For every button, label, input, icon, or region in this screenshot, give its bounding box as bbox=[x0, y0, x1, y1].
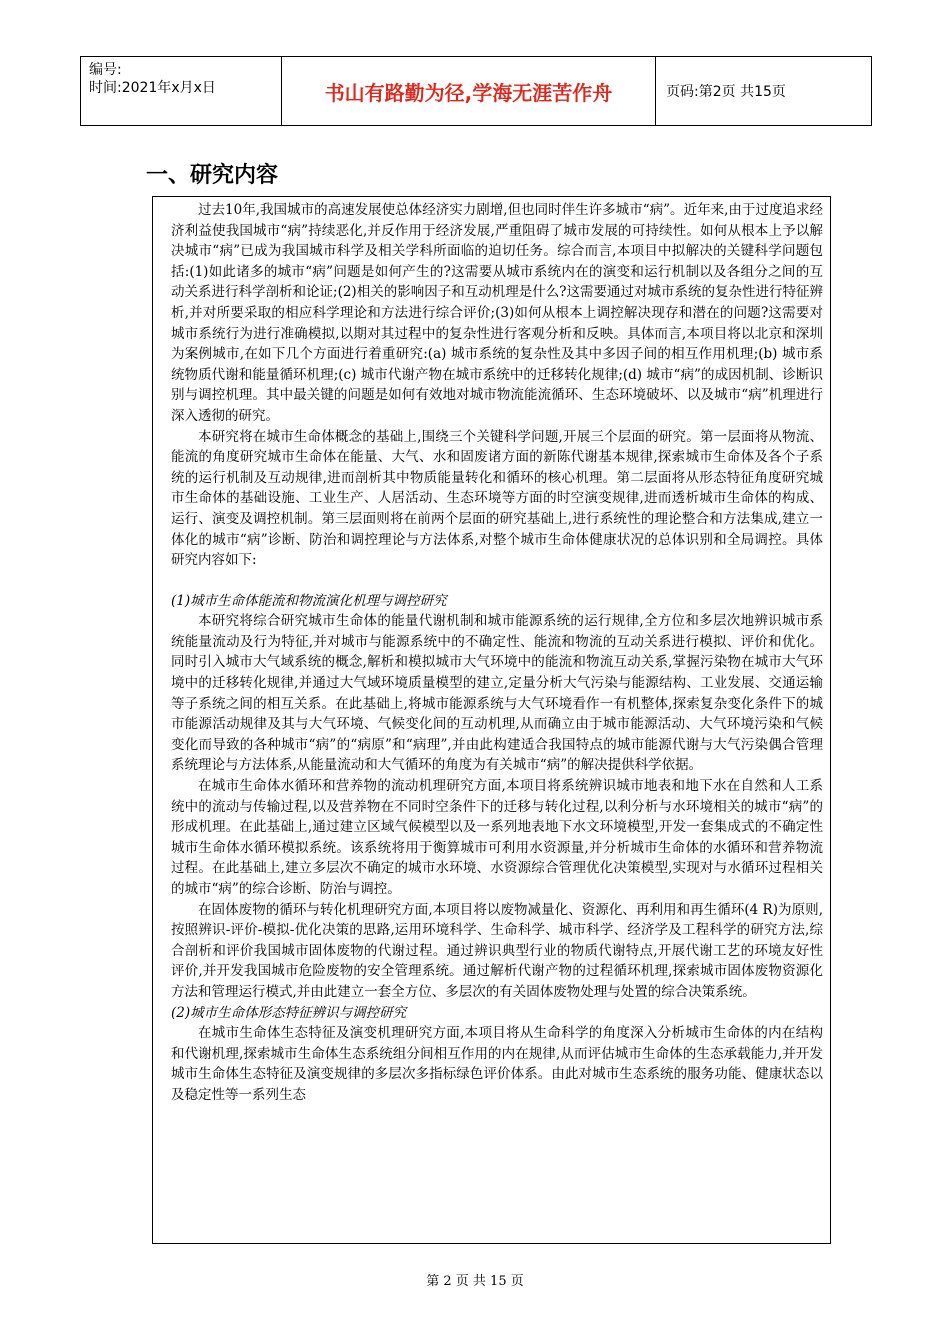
paragraph-energy: 本研究将综合研究城市生命体的能量代谢机制和城市能源系统的运行规律,全方位和多层次地辨识城市系统能量流动及行为特征,并对城市与能源系统中的不确定性、能流和物流的互动关系进行模拟、评价和优化。同时引入城市大气域系统的概念,解析和模拟城市大气环境中的能流和物流互动关系,掌握污染物在城市大气环境中的迁移转化规律,并通过大气域环境质量模型的建立,定量分析大气污染与能源结构、工业发展、交通运输等子系统之间的相互关系。在此基础上,将城市能源系统与大气环境看作一有机整体,探索复杂变化条件下的城市能源活动规律及其与大气环境、气候变化间的互动机理,从而确立由于城市能源活动、大气环境污染和气候变化而导致的各种城市“病”的“病原”和“病理”,并由此构建适合我国特点的城市能源代谢与大气污染偶合管理系统理论与方法体系,从能量流动和大气循环的角度为有关城市“病”的解决提供科学依据。 bbox=[171, 613, 823, 774]
motto: 书山有路勤为径,学海无涯苦作舟 bbox=[282, 57, 656, 125]
page-footer: 第 2 页 共 15 页 bbox=[426, 1274, 524, 1289]
subheading-energy-flow: (1)城市生命体能流和物流演化机理与调控研究 bbox=[171, 592, 447, 609]
time-label: 时间:2021年x月x日 bbox=[89, 80, 216, 96]
paragraph-intro: 过去10年,我国城市的高速发展使总体经济实力剧增,但也同时伴生许多城市“病”。近年来,由于过度追求经济利益使我国城市“病”持续恶化,并反作用于经济发展,严重阻碍了城市发展的可持续性。如何从根本上予以解决城市“病”已成为我国城市科学及相关学科所面临的迫切任务。综合而言,本项目中拟解决的关键科学问题包括:(1)如此诸多的城市“病”问题是如何产生的?这需要从城市系统内在的演变和运行机制以及各组分之间的互动关系进行科学剖析和论证;(2)相关的影响因子和互动机理是什么?这需要通过对城市系统的复杂性进行特征辨析,并对所要采取的相应科学理论和方法进行综合评价;(3)如何从根本上调控解决现存和潜在的问题?这需要对城市系统行为进行准确模拟,以期对其过程中的复杂性进行客观分析和反映。具体而言,本项目将以北京和深圳为案例城市,在如下几个方面进行着重研究:(a) 城市系统的复杂性及其中多因子间的相互作用机理;(b) 城市系统物质代谢和能量循环机理;(c) 城市代谢产物在城市系统中的迁移转化规律;(d) 城市“病”的成因机制、诊断识别与调控机理。其中最关键的问题是如何有效地对城市物流能流循环、生态环境破坏、以及城市“病”机理进行深入透彻的研究。 bbox=[171, 202, 823, 424]
paragraph-water: 在城市生命体水循环和营养物的流动机理研究方面,本项目将系统辨识城市地表和地下水在自然和人工系统中的流动与传输过程,以及营养物在不同时空条件下的迁移与转化过程,以利分析与水环境相关的城市“病”的形成机理。在此基础上,通过建立区域气候模型以及一系列地表地下水文环境模型,开发一套集成式的不确定性城市生命体水循环模拟系统。该系统将用于衡算城市可利用水资源量,并分析城市生命体的水循环和营养物流过程。在此基础上,建立多层次不确定的城市水环境、水资源综合管理优化决策模型,实现对与水循环过程相关的城市“病”的综合诊断、防治与调控。 bbox=[171, 778, 823, 897]
header-table bbox=[80, 56, 872, 126]
number-label: 编号: bbox=[89, 62, 122, 78]
subheading-morphology: (2)城市生命体形态特征辨识与调控研究 bbox=[171, 1004, 407, 1021]
content-box bbox=[152, 196, 831, 1244]
section-title: 一、研究内容 bbox=[146, 163, 279, 188]
page-code: 页码:第2页 共15页 bbox=[666, 84, 786, 100]
header-left-cell bbox=[81, 57, 282, 125]
paragraph-solid-waste: 在固体废物的循环与转化机理研究方面,本项目将以废物减量化、资源化、再利用和再生循环(4 R)为原则,按照辨识-评价-模拟-优化决策的思路,运用环境科学、生命科学、城市科学、经济学及工程科学的研究方法,综合剖析和评价我国城市固体废物的代谢过程。通过辨识典型行业的物质代谢特点,开展代谢工艺的环境友好性评价,并开发我国城市危险废物的安全管理系统。通过解析代谢产物的过程循环机理,探索城市固体废物资源化方法和管理运行模式,并由此建立一套全方位、多层次的有关固体废物处理与处置的综合决策系统。 bbox=[171, 901, 823, 1000]
paragraph-ecology: 在城市生命体生态特征及演变机理研究方面,本项目将从生命科学的角度深入分析城市生命体的内在结构和代谢机理,探索城市生命体生态系统组分间相互作用的内在规律,从而评估城市生命体的生态承载能力,并开发城市生命体生态特征及演变规律的多层次多指标绿色评价体系。由此对城市生态系统的服务功能、健康状态以及稳定性等一系列生态 bbox=[171, 1025, 823, 1103]
paragraph-overview: 本研究将在城市生命体概念的基础上,围绕三个关键科学问题,开展三个层面的研究。第一层面将从物流、能流的角度研究城市生命体在能量、大气、水和固废诸方面的新陈代谢基本规律,探索城市生命体及各个子系统的运行机制及互动规律,进而剖析其中物质能量转化和循环的核心机理。第二层面将从形态特征角度研究城市生命体的基础设施、工业生产、人居活动、生态环境等方面的时空演变规律,进而透析城市生命体的构成、运行、演变及调控机制。第三层面则将在前两个层面的研究基础上,进行系统性的理论整合和方法集成,建立一体化的城市“病”诊断、防治和调控理论与方法体系,对整个城市生命体健康状况的总体识别和全局调控。具体研究内容如下: bbox=[171, 428, 823, 569]
